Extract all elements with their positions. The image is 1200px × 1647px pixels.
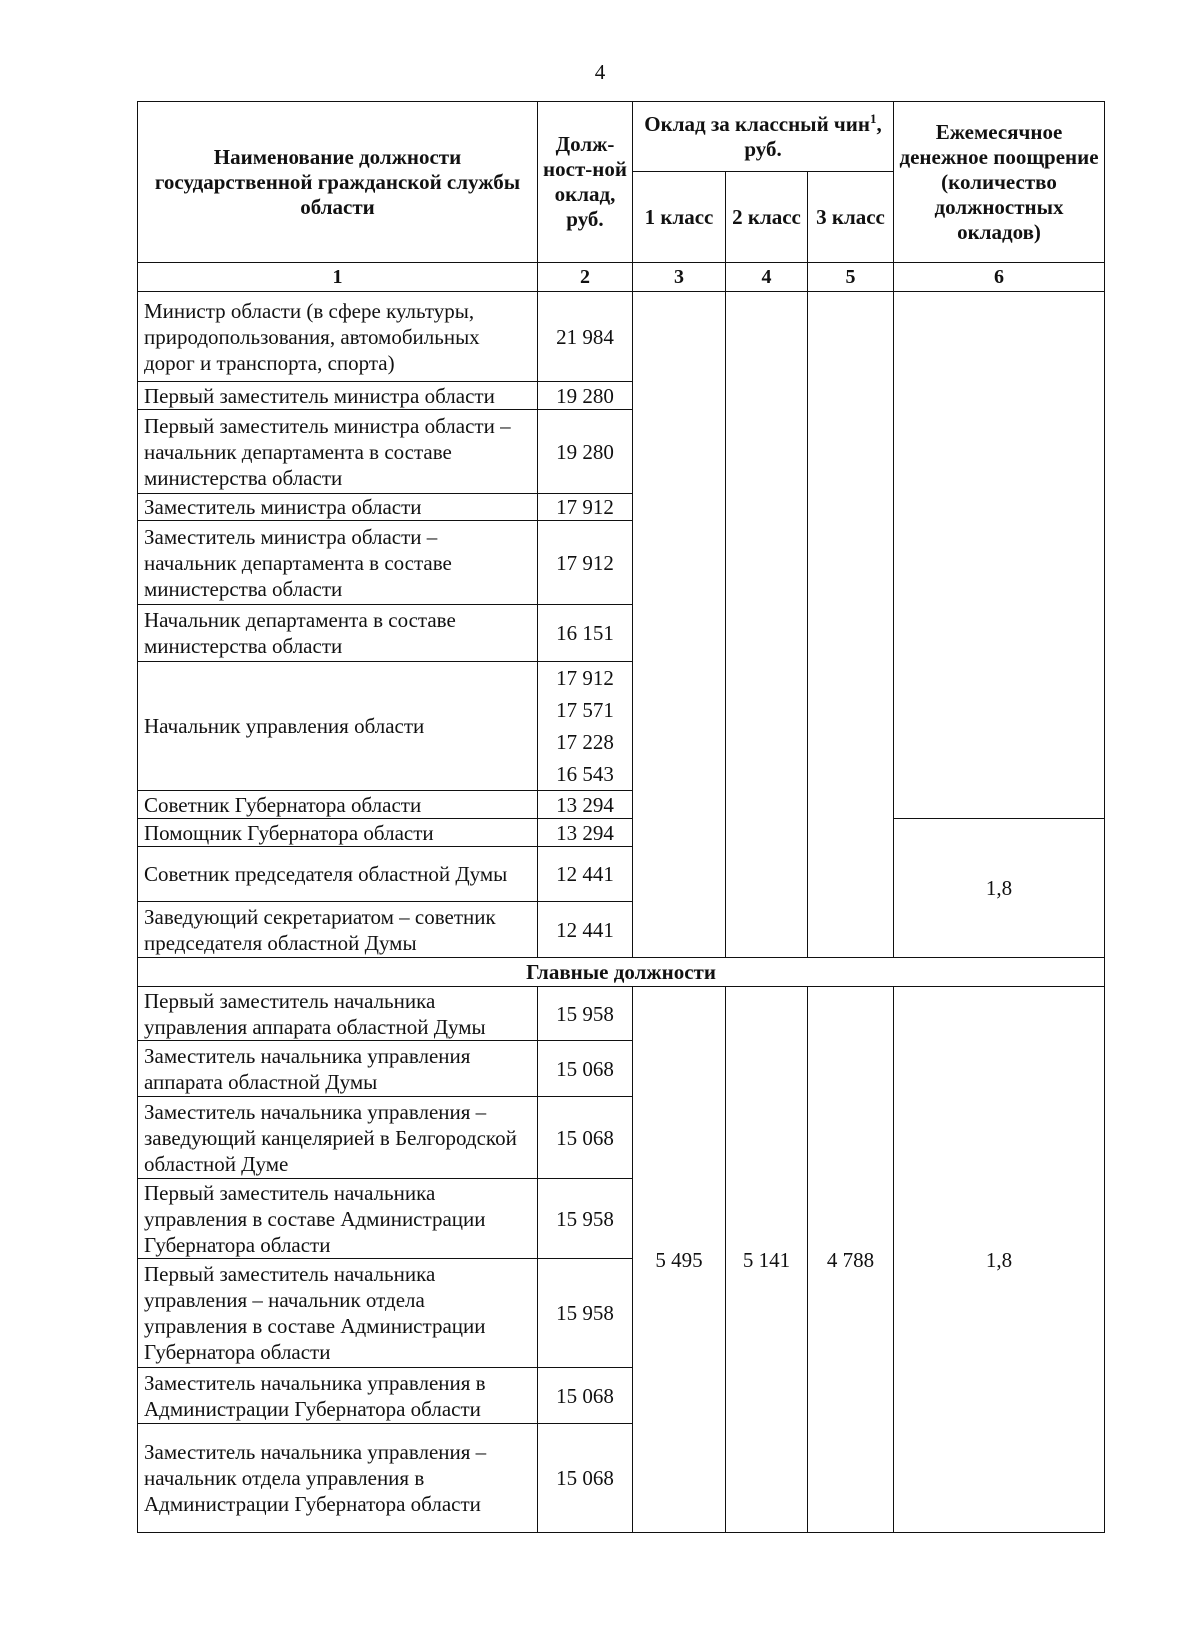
position-salary: 15 068 — [538, 1097, 633, 1179]
position-name: Начальник департамента в составе министерства области — [138, 605, 538, 662]
position-salary: 19 280 — [538, 410, 633, 494]
class-3-empty-cell — [808, 292, 894, 958]
section-header-row — [138, 958, 1105, 987]
position-name: Советник председателя областной Думы — [138, 847, 538, 902]
position-name: Первый заместитель начальника управления в составе Администрации Губернатора области — [138, 1179, 538, 1259]
position-salary: 13 294 — [538, 791, 633, 819]
column-number: 4 — [726, 263, 808, 292]
header-salary: Долж-ност-ной оклад, руб. — [538, 102, 633, 263]
position-name: Первый заместитель начальника управления – начальник отдела управления в составе Администрации Губернатора области — [138, 1259, 538, 1368]
class-2-value: 5 141 — [726, 987, 808, 1533]
position-name: Первый заместитель начальника управления аппарата областной Думы — [138, 987, 538, 1041]
position-salary: 15 068 — [538, 1424, 633, 1533]
column-number: 5 — [808, 263, 894, 292]
position-salary: 17 912 — [538, 521, 633, 605]
position-salary-list — [538, 662, 633, 791]
table-row — [138, 987, 1105, 1041]
page-number: 4 — [594, 60, 606, 84]
position-name: Заместитель министра области – начальник департамента в составе министерства области — [138, 521, 538, 605]
header-class-2: 2 класс — [726, 172, 808, 263]
header-class-rank-text: Оклад за классный чин — [644, 111, 870, 136]
position-salary: 15 068 — [538, 1368, 633, 1424]
header-class-3: 3 класс — [808, 172, 894, 263]
footnote-mark: 1 — [869, 110, 877, 126]
position-salary: 13 294 — [538, 819, 633, 847]
position-name: Заместитель начальника управления – заведующий канцелярией в Белгородской областной Думе — [138, 1097, 538, 1179]
position-salary: 12 441 — [538, 847, 633, 902]
header-class-1: 1 класс — [633, 172, 726, 263]
column-number: 6 — [894, 263, 1105, 292]
salary-value: 17 571 — [556, 698, 614, 722]
column-number: 3 — [633, 263, 726, 292]
position-salary: 16 151 — [538, 605, 633, 662]
position-salary: 15 958 — [538, 1259, 633, 1368]
position-name: Заместитель начальника управления в Администрации Губернатора области — [138, 1368, 538, 1424]
header-position-name: Наименование должности государственной гражданской службы области — [138, 102, 538, 263]
position-salary: 17 912 — [538, 494, 633, 521]
class-1-value: 5 495 — [633, 987, 726, 1533]
position-name: Начальник управления области — [138, 662, 538, 791]
column-number: 1 — [138, 263, 538, 292]
position-name: Первый заместитель министра области – начальник департамента в составе министерства области — [138, 410, 538, 494]
position-name: Первый заместитель министра области — [138, 382, 538, 410]
top-bonus-value: 1,8 — [894, 819, 1105, 958]
position-salary: 19 280 — [538, 382, 633, 410]
position-name: Заместитель начальника управления аппарата областной Думы — [138, 1041, 538, 1097]
position-salary: 15 958 — [538, 1179, 633, 1259]
class-3-value: 4 788 — [808, 987, 894, 1533]
position-salary: 21 984 — [538, 292, 633, 382]
header-class-rank-group — [633, 102, 894, 172]
position-name: Министр области (в сфере культуры, природопользования, автомобильных дорог и транспорта, спорта) — [138, 292, 538, 382]
position-name: Заместитель министра области — [138, 494, 538, 521]
position-name: Советник Губернатора области — [138, 791, 538, 819]
class-2-empty-cell — [726, 292, 808, 958]
position-name: Заместитель начальника управления – начальник отдела управления в Администрации Губернатора области — [138, 1424, 538, 1533]
section-title: Главные должности — [138, 958, 1105, 987]
table-row — [138, 292, 1105, 382]
table-row — [138, 819, 1105, 847]
class-1-empty-cell — [633, 292, 726, 958]
position-name: Помощник Губернатора области — [138, 819, 538, 847]
position-salary: 15 068 — [538, 1041, 633, 1097]
header-monthly-bonus: Ежемесячное денежное поощрение (количество должностных окладов) — [894, 102, 1105, 263]
position-name: Заведующий секретариатом – советник председателя областной Думы — [138, 902, 538, 958]
column-number: 2 — [538, 263, 633, 292]
main-bonus-value: 1,8 — [894, 987, 1105, 1533]
header-class-rank-unit: , руб. — [744, 111, 882, 161]
salary-value: 16 543 — [556, 762, 614, 786]
salary-value: 17 912 — [556, 666, 614, 690]
salary-table — [137, 101, 1105, 1533]
bonus-empty-cell — [894, 292, 1105, 819]
position-salary: 15 958 — [538, 987, 633, 1041]
position-salary: 12 441 — [538, 902, 633, 958]
salary-value: 17 228 — [556, 730, 614, 754]
